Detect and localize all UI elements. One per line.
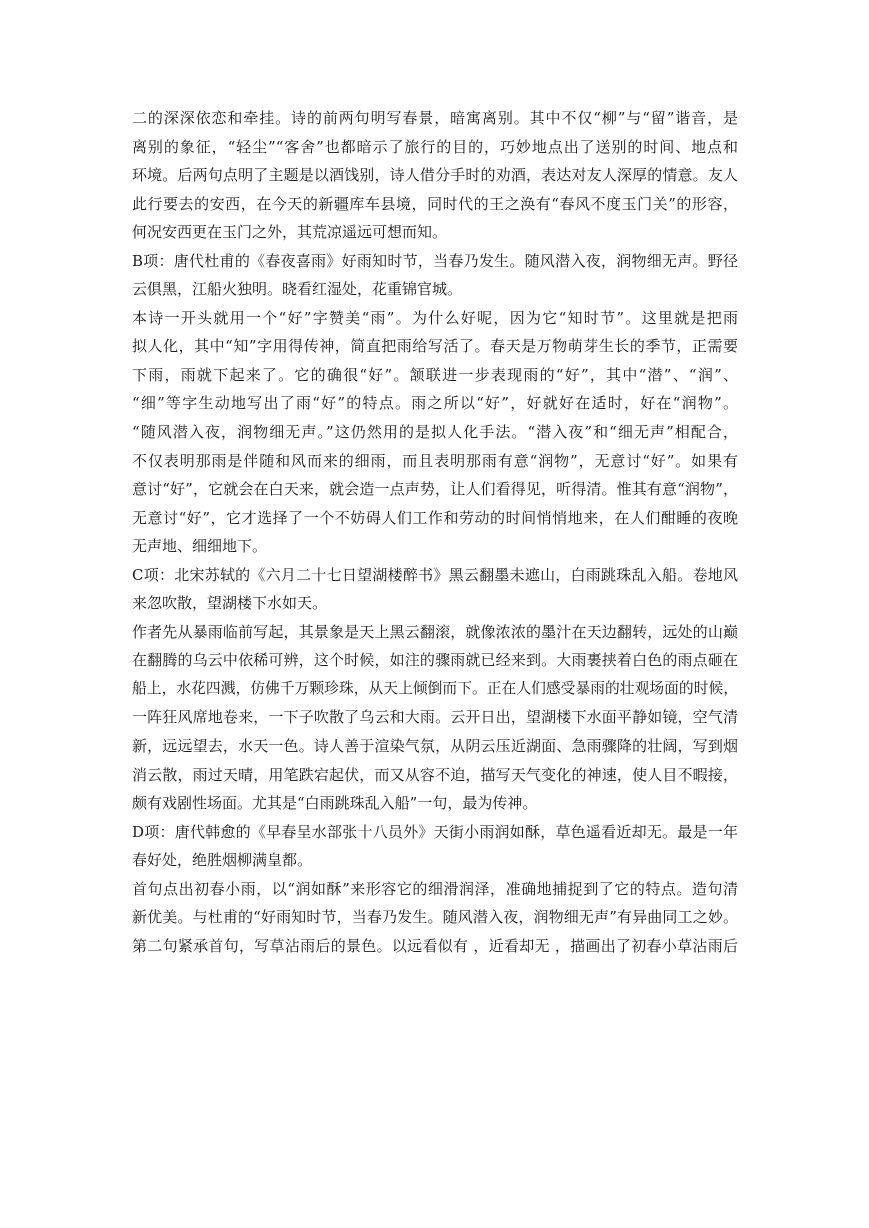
- text-line: 一阵狂风席地卷来，一下子吹散了乌云和大雨。云开日出，望湖楼下水面平静如镜，空气清: [132, 708, 738, 727]
- document-page: [132, 104, 738, 960]
- text-line: 何况安西更在玉门之外，其荒凉遥远可想而知。: [132, 223, 448, 242]
- text-line: 环境。后两句点明了主题是以酒饯别，诗人借分手时的劝酒，表达对友人深厚的情意。友人: [132, 166, 738, 185]
- text-line: 离别的象征，“轻尘”“客舍”也都暗示了旅行的目的，巧妙地点出了送别的时间、地点和: [132, 137, 738, 156]
- text-line: “细”等字生动地写出了雨“好”的特点。雨之所以“好”，好就好在适时，好在“润物”。: [132, 394, 738, 413]
- text-line: 意讨“好”，它就会在白天来，就会造一点声势，让人们看得见，听得清。惟其有意“润物”，: [132, 480, 738, 499]
- text-line: 新，远远望去，水天一色。诗人善于渲染气氛，从阴云压近湖面、急雨骤降的壮阔，写到烟: [132, 737, 738, 756]
- text-line: C项：北宋苏轼的《六月二十七日望湖楼醉书》黑云翻墨未遮山，白雨跳珠乱入船。卷地风: [132, 565, 738, 584]
- text-line: 来忽吹散，望湖楼下水如天。: [132, 594, 328, 613]
- text-line: B项：唐代杜甫的《春夜喜雨》好雨知时节，当春乃发生。随风潜入夜，润物细无声。野径: [132, 251, 738, 270]
- text-line: 第二句紧承首句，写草沾雨后的景色。以远看似有 ，近看却无 ，描画出了初春小草沾雨后: [132, 936, 738, 955]
- text-line: 颇有戏剧性场面。尤其是“白雨跳珠乱入船”一句，最为传神。: [132, 794, 538, 813]
- text-line: 在翻腾的乌云中依稀可辨，这个时候，如注的骤雨就已经来到。大雨裹挟着白色的雨点砸在: [132, 651, 738, 670]
- text-line: 无意讨“好”，它才选择了一个不妨碍人们工作和劳动的时间悄悄地来，在人们酣睡的夜晚: [132, 508, 738, 527]
- text-line: 消云散，雨过天晴，用笔跌宕起伏，而又从容不迫，描写天气变化的神速，使人目不暇接，: [132, 765, 738, 784]
- text-line: 春好处，绝胜烟柳满皇都。: [132, 851, 313, 870]
- text-line: 新优美。与杜甫的“好雨知时节，当春乃发生。随风潜入夜，润物细无声”有异曲同工之妙。: [132, 908, 738, 927]
- text-line: D项：唐代韩愈的《早春呈水部张十八员外》天街小雨润如酥，草色遥看近却无。最是一年: [132, 822, 738, 841]
- text-line: 无声地、细细地下。: [132, 537, 268, 556]
- text-line: 首句点出初春小雨，以“润如酥”来形容它的细滑润泽，准确地捕捉到了它的特点。造句清: [132, 879, 738, 898]
- text-line: 不仅表明那雨是伴随和风而来的细雨，而且表明那雨有意“润物”，无意讨“好”。如果有: [132, 451, 738, 470]
- text-line: 下雨，雨就下起来了。它的确很“好”。颔联进一步表现雨的“好”，其中“潜”、“润”、: [132, 365, 738, 384]
- text-line: 船上，水花四溅，仿佛千万颗珍珠，从天上倾倒而下。正在人们感受暴雨的壮观场面的时候，: [132, 679, 738, 697]
- text-line: 拟人化，其中“知”字用得传神，简直把雨给写活了。春天是万物萌芽生长的季节，正需要: [132, 337, 738, 356]
- text-line: 作者先从暴雨临前写起，其景象是天上黑云翻滚，就像浓浓的墨汁在天边翻转，远处的山巅: [132, 622, 738, 641]
- text-line: 此行要去的安西，在今天的新疆库车县境，同时代的王之涣有“春风不度玉门关”的形容，: [132, 194, 738, 213]
- text-line: 二的深深依恋和牵挂。诗的前两句明写春景，暗寓离别。其中不仅“柳”与“留”谐音，是: [132, 109, 738, 127]
- text-line: 本诗一开头就用一个“好”字赞美“雨”。为什么好呢，因为它“知时节”。这里就是把雨: [132, 308, 738, 327]
- text-line: 云俱黑，江船火独明。晓看红湿处，花重锦官城。: [132, 280, 463, 299]
- text-line: “随风潜入夜，润物细无声。”这仍然用的是拟人化手法。“潜入夜”和“细无声”相配合，: [132, 423, 738, 442]
